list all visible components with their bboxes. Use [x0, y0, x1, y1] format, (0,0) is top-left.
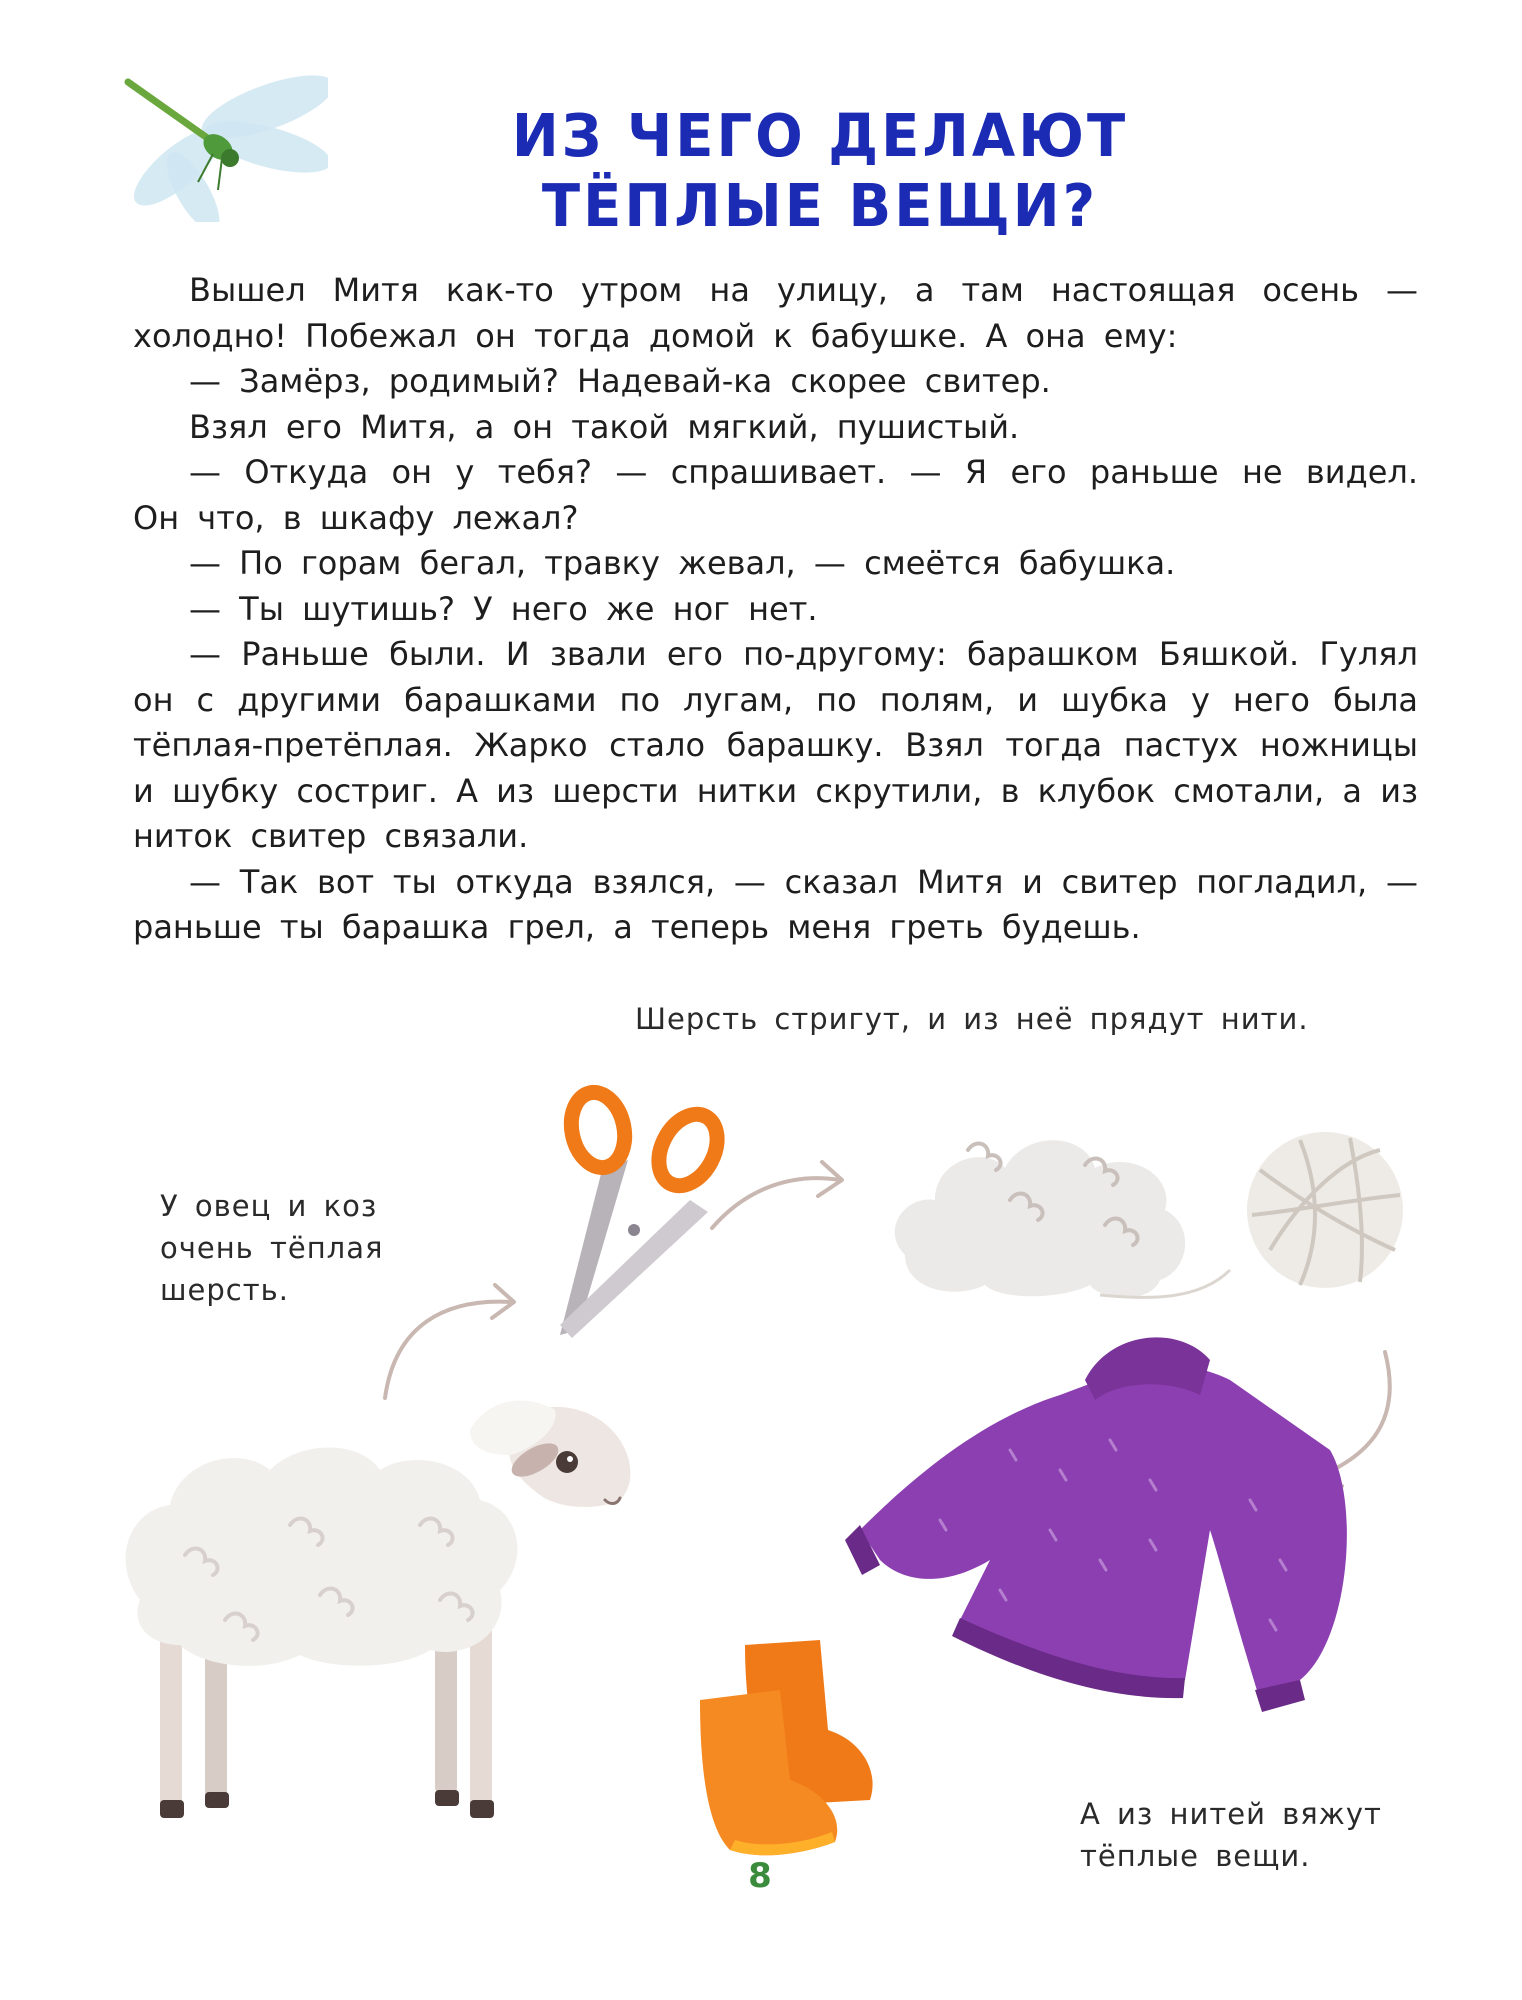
title-line-2: ТЁПЛЫЕ ВЕЩИ? — [541, 172, 1099, 241]
page-number: 8 — [748, 1856, 772, 1896]
story-paragraph: — Раньше были. И звали его по-другому: барашком Бяшкой. Гулял он с другими барашками по лугам, по полям, и шубка у него была тёплая-претёплая. Жарко стало барашку. Взял тогда пастух ножницы и шубку состриг. А из шерсти нитки скрутили, в клубок смотали, а из ниток свитер связали. — [133, 635, 1418, 855]
caption-sheep-line: очень тёплая — [160, 1231, 384, 1265]
caption-sheep — [160, 1185, 383, 1311]
yarn-ball-icon — [1100, 1132, 1403, 1297]
sweater-icon — [845, 1337, 1347, 1712]
caption-wool: Шерсть стригут, и из неё прядут нити. — [635, 1002, 1309, 1036]
felt-boots-icon — [700, 1640, 873, 1855]
story-text — [133, 268, 1418, 951]
title-line-1: ИЗ ЧЕГО ДЕЛАЮТ — [511, 102, 1129, 171]
arrow-icon — [385, 1162, 1390, 1486]
wool-fleece-icon — [895, 1140, 1185, 1297]
story-paragraph: — Ты шутишь? У него же ног нет. — [189, 589, 818, 628]
story-paragraph: — Так вот ты откуда взялся, — сказал Митя и свитер погладил, — раньше ты барашка грел, а теперь меня греть будешь. — [133, 862, 1418, 946]
caption-sheep-line: шерсть. — [160, 1273, 289, 1307]
dragonfly-icon — [118, 62, 328, 222]
story-paragraph: Взял его Митя, а он такой мягкий, пушистый. — [189, 407, 1020, 446]
story-paragraph: Вышел Митя как-то утром на улицу, а там настоящая осень — холодно! Побежал он тогда домой к бабушке. А она ему: — [133, 271, 1418, 355]
page-title — [400, 102, 1240, 242]
story-paragraph: — Замёрз, родимый? Надевай-ка скорее свитер. — [189, 362, 1051, 400]
story-paragraph: — По горам бегал, травку жевал, — смеётся бабушка. — [189, 544, 1176, 582]
caption-sheep-line: У овец и коз — [160, 1189, 378, 1223]
caption-knit — [1080, 1793, 1382, 1877]
scissors-icon — [560, 1087, 729, 1338]
caption-knit-line: А из нитей вяжут — [1080, 1797, 1382, 1831]
sheep-icon — [126, 1400, 631, 1818]
story-paragraph: — Откуда он у тебя? — спрашивает. — Я его раньше не видел. Он что, в шкафу лежал? — [133, 453, 1418, 537]
caption-knit-line: тёплые вещи. — [1080, 1839, 1311, 1873]
